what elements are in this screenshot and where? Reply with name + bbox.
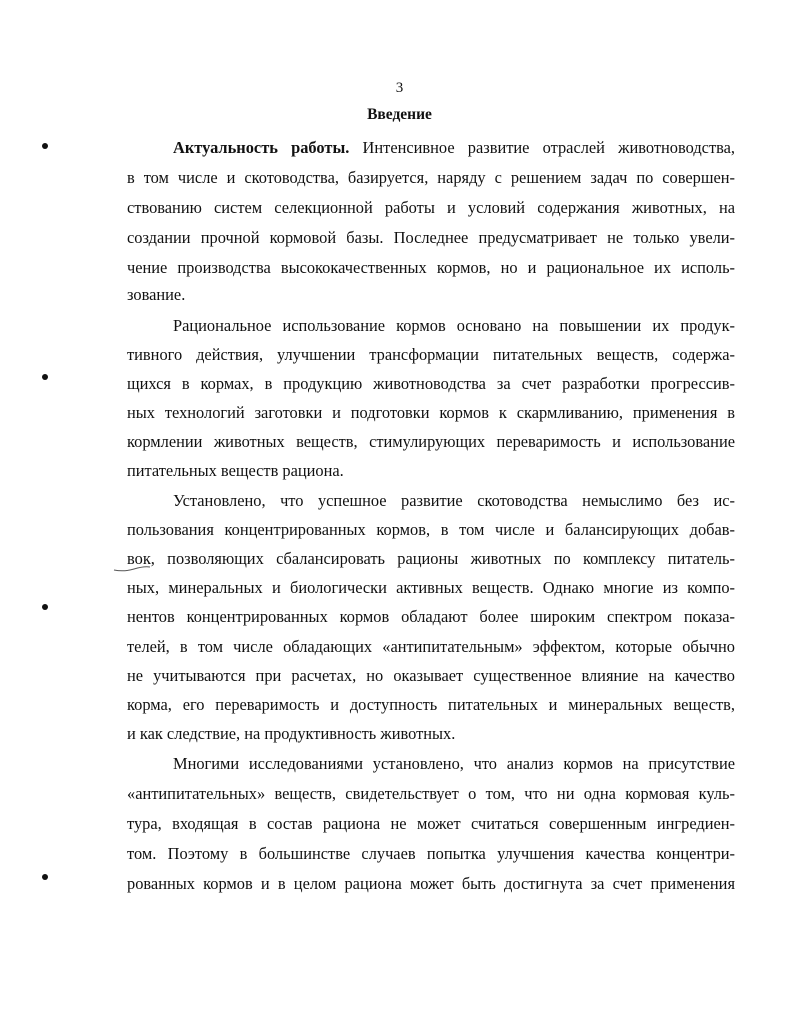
text-line: Установлено, что успешное развитие скотоводства немыслимо без ис- bbox=[173, 491, 735, 510]
paragraph-1-line-1 bbox=[173, 138, 735, 158]
text-line: пользования концентрированных кормов, в том числе и балансирующих добав- bbox=[127, 520, 735, 539]
text-line: том. Поэтому в большинстве случаев попытка улучшения качества концентри- bbox=[127, 844, 735, 863]
margin-mark bbox=[42, 604, 48, 610]
text-line: чение производства высококачественных кормов, но и рациональное их исполь- bbox=[127, 258, 735, 277]
margin-mark bbox=[42, 374, 48, 380]
text-line: корма, его переваримость и доступность питательных и минеральных веществ, bbox=[127, 695, 735, 714]
text-line: вок, позволяющих сбалансировать рационы животных по комплексу питатель- bbox=[127, 549, 735, 568]
text-line: «антипитательных» веществ, свидетельствует о том, что ни одна кормовая куль- bbox=[127, 784, 735, 803]
page-number: 3 bbox=[395, 80, 404, 96]
text-line: нентов концентрированных кормов обладают более широким спектром показа- bbox=[127, 607, 735, 626]
text-line: не учитываются при расчетах, но оказывает существенное влияние на качество bbox=[127, 666, 735, 685]
text-line: ных, минеральных и биологически активных веществ. Однако многие из компо- bbox=[127, 578, 735, 597]
paragraph-text: Интенсивное развитие отраслей животноводства, bbox=[362, 138, 735, 157]
text-line: щихся в кормах, в продукцию животноводства за счет разработки прогрессив- bbox=[127, 374, 735, 393]
text-line: рованных кормов и в целом рациона может быть достигнута за счет применения bbox=[127, 874, 735, 893]
text-line: создании прочной кормовой базы. Последнее предусматривает не только увели- bbox=[127, 228, 735, 247]
text-line: ствованию систем селекционной работы и условий содержания животных, на bbox=[127, 198, 735, 217]
paragraph-lead: Актуальность работы. bbox=[173, 138, 350, 157]
margin-mark bbox=[42, 874, 48, 880]
margin-mark bbox=[42, 143, 48, 149]
text-line: в том числе и скотоводства, базируется, наряду с решением задач по совершен- bbox=[127, 168, 735, 187]
text-line: зование. bbox=[127, 285, 186, 304]
text-line: Рациональное использование кормов основано на повышении их продук- bbox=[173, 316, 735, 335]
section-heading: Введение bbox=[367, 106, 432, 123]
text-line: телей, в том числе обладающих «антипитательным» эффектом, которые обычно bbox=[127, 637, 735, 656]
text-line: тивного действия, улучшении трансформации питательных веществ, содержа- bbox=[127, 345, 735, 364]
text-line: и как следствие, на продуктивность животных. bbox=[127, 724, 456, 743]
text-line: Многими исследованиями установлено, что анализ кормов на присутствие bbox=[173, 754, 735, 773]
text-line: питательных веществ рациона. bbox=[127, 461, 344, 480]
text-line: кормлении животных веществ, стимулирующих переваримость и использование bbox=[127, 432, 735, 451]
text-line: тура, входящая в состав рациона не может считаться совершенным ингредиен- bbox=[127, 814, 735, 833]
text-line: ных технологий заготовки и подготовки кормов к скармливанию, применения в bbox=[127, 403, 735, 422]
